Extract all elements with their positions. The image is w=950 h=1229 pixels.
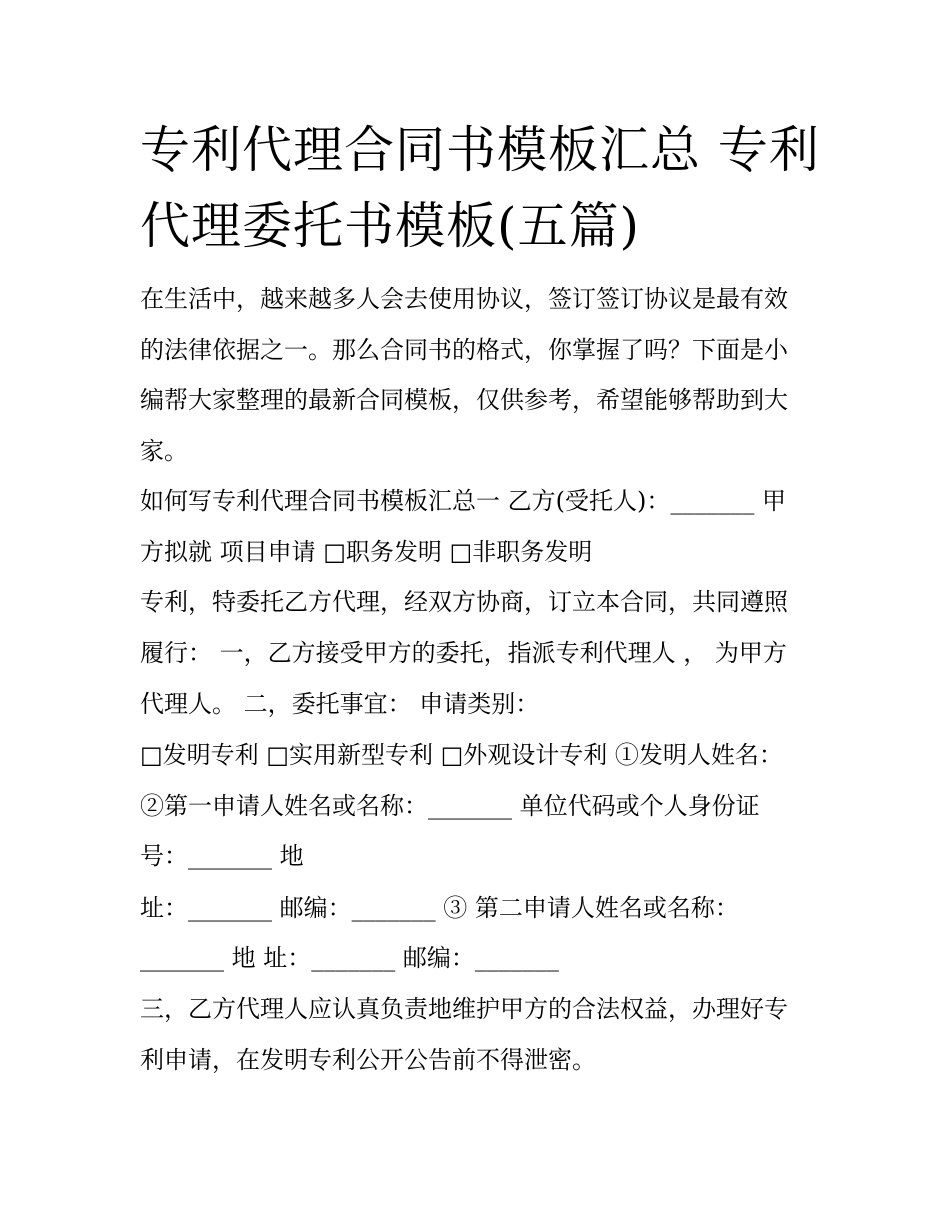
body-line: 号：_______ 地	[140, 842, 304, 870]
body-line: 三，乙方代理人应认真负责地维护甲方的合法权益，办理好专	[140, 995, 788, 1023]
body-line: 专利，特委托乙方代理，经双方协商，订立本合同，共同遵照	[140, 588, 788, 616]
body-line: □发明专利 □实用新型专利 □外观设计专利 ①发明人姓名：	[140, 741, 783, 769]
body-line: ②第一申请人姓名或名称：_______ 单位代码或个人身份证	[140, 792, 760, 820]
body-line: 在生活中，越来越多人会去使用协议，签订签订协议是最有效	[140, 285, 788, 313]
body-line: 的法律依据之一。那么合同书的格式，你掌握了吗？下面是小	[140, 336, 788, 364]
body-line: 址：_______ 邮编：_______ ③ 第二申请人姓名或名称：	[140, 894, 739, 922]
body-line: 履行： 一，乙方接受甲方的委托，指派专利代理人 ， 为甲方	[140, 639, 787, 667]
title-line-2: 代理委托书模板(五篇)	[140, 197, 641, 255]
document-title	[140, 112, 820, 264]
body-line: 如何写专利代理合同书模板汇总一 乙方(受托人)：_______ 甲	[140, 487, 786, 515]
body-line: 编帮大家整理的最新合同模板，仅供参考，希望能够帮助到大	[140, 386, 788, 414]
body-line: 利申请，在发明专利公开公告前不得泄密。	[140, 1046, 596, 1074]
body-line: 方拟就 项目申请 □职务发明 □非职务发明	[140, 538, 593, 566]
body-line: _______ 地 址：_______ 邮编：_______	[140, 944, 559, 972]
body-line: 代理人。 二，委托事宜： 申请类别：	[140, 690, 540, 718]
body-line: 家。	[140, 437, 188, 465]
title-line-1: 专利代理合同书模板汇总 专利	[140, 121, 820, 179]
